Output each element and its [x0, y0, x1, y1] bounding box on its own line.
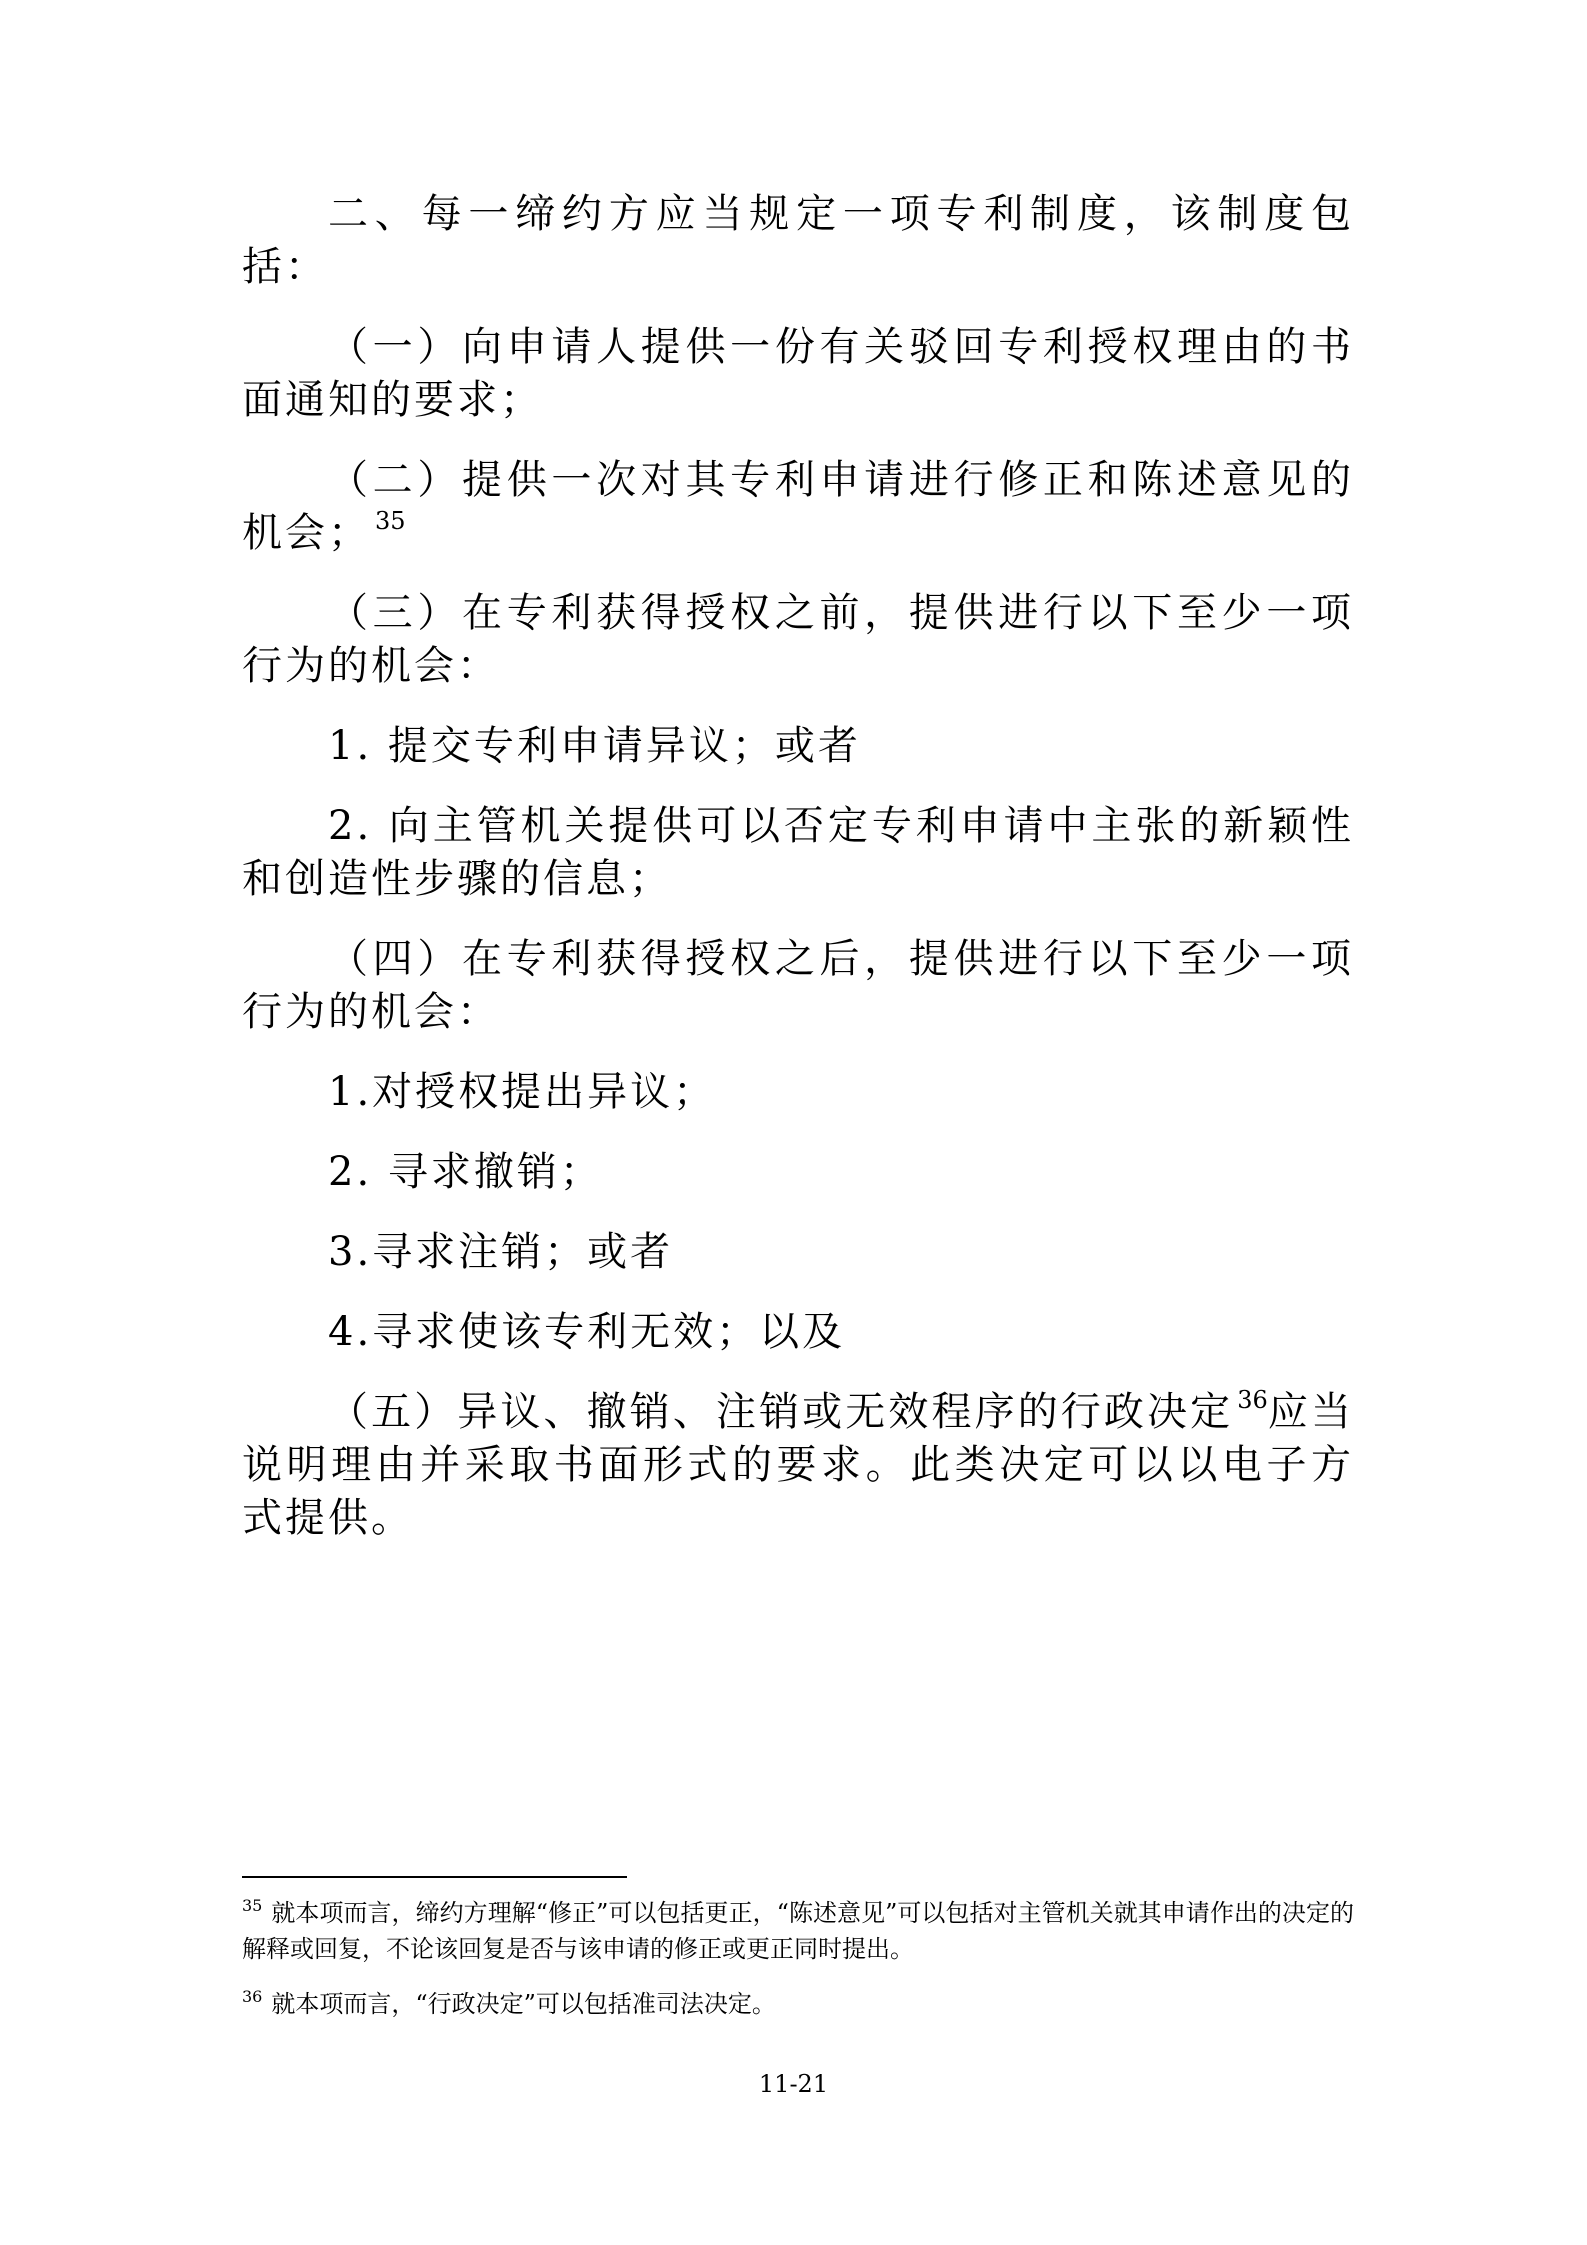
paragraph-subitem-3-2: 2. 向主管机关提供可以否定专利申请中主张的新颖性和创造性步骤的信息；	[242, 803, 1354, 902]
page-number: 11-21	[758, 2070, 829, 2098]
paragraph-subitem-4-2: 2. 寻求撤销；	[328, 1149, 603, 1195]
paragraph-subitem-4-1: 1.对授权提出异议；	[328, 1069, 717, 1115]
paragraph-item-2: （二）提供一次对其专利申请进行修正和陈述意见的机会； $^{35}$	[242, 457, 1354, 556]
footnote-ref-35[interactable]: 35	[375, 507, 406, 535]
paragraph-subitem-4-3: 3.寻求注销；或者	[328, 1229, 674, 1275]
paragraph-intro: 二、每一缔约方应当规定一项专利制度，该制度包括：	[242, 191, 1354, 290]
footnote-number: 35	[242, 1896, 263, 1915]
footnote-ref-36[interactable]: 36	[1237, 1386, 1268, 1414]
paragraph-item-4: （四）在专利获得授权之后，提供进行以下至少一项行为的机会：	[242, 936, 1354, 1035]
paragraph-subitem-3-1: 1. 提交专利申请异议；或者	[328, 723, 861, 769]
footnote-separator	[242, 1876, 627, 1878]
body-text	[242, 188, 1354, 1572]
footnote-35	[242, 1895, 1354, 1967]
footnote-number: 36	[242, 1987, 263, 2006]
paragraph-subitem-4-4: 4.寻求使该专利无效；以及	[328, 1309, 846, 1355]
paragraph-item-5: （五）异议、撤销、注销或无效程序的行政决定 $^{36}$应当说明理由并采取书面形式的要求。此类决定可以以电子方式提供。	[242, 1386, 1355, 1541]
paragraph-item-3: （三）在专利获得授权之前，提供进行以下至少一项行为的机会：	[242, 590, 1354, 689]
footnote-36	[242, 1986, 1354, 2022]
footnotes	[242, 1895, 1354, 2041]
footnote-text: 就本项而言，缔约方理解“修正”可以包括更正，“陈述意见”可以包括对主管机关就其申请作出的决定的解释或回复，不论该回复是否与该申请的修正或更正同时提出。	[242, 1899, 1354, 1963]
paragraph-item-1: （一）向申请人提供一份有关驳回专利授权理由的书面通知的要求；	[242, 324, 1354, 423]
footnote-text: 就本项而言，“行政决定”可以包括准司法决定。	[271, 1990, 776, 2018]
